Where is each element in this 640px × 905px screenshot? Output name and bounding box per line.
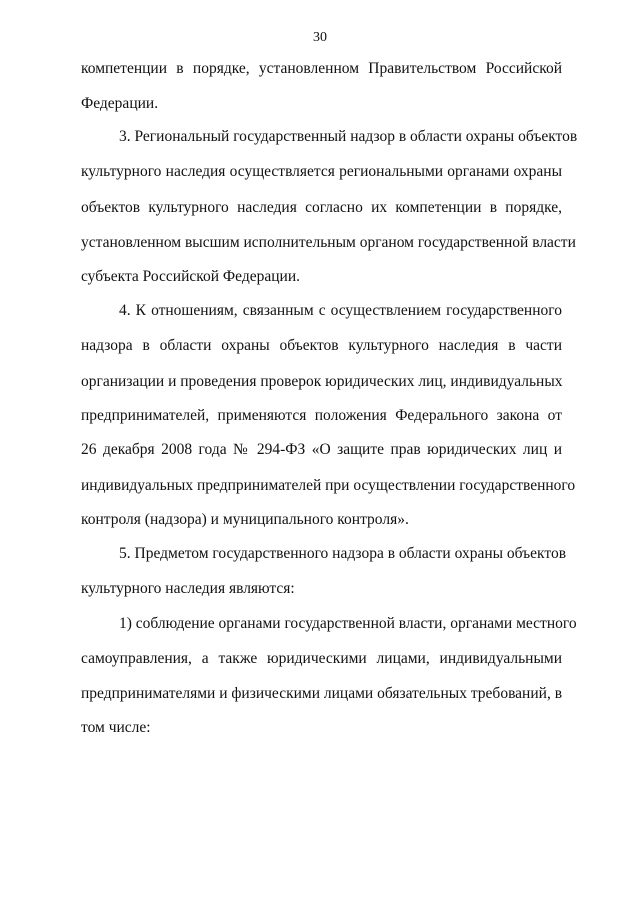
text-line: предпринимателей, применяются положения Федерального закона от bbox=[81, 407, 562, 424]
text-line: культурного наследия осуществляется региональными органами охраны bbox=[81, 163, 562, 180]
text-line: объектов культурного наследия согласно их компетенции в порядке, bbox=[81, 199, 562, 216]
text-line: компетенции в порядке, установленном Правительством Российской bbox=[81, 60, 562, 77]
page-number: 30 bbox=[313, 30, 327, 45]
text-line: индивидуальных предпринимателей при осуществлении государственного bbox=[81, 477, 576, 494]
text-line: том числе: bbox=[81, 719, 151, 736]
text-line: самоуправления, а также юридическими лицами, индивидуальными bbox=[81, 650, 562, 667]
text-line: контроля (надзора) и муниципального контроля». bbox=[81, 511, 409, 528]
text-line: 4. К отношениям, связанным с осуществлением государственного bbox=[119, 302, 562, 319]
text-line: установленном высшим исполнительным органом государственной власти bbox=[81, 234, 576, 251]
text-line: надзора в области охраны объектов культурного наследия в части bbox=[81, 337, 562, 354]
text-line: субъекта Российской Федерации. bbox=[81, 268, 300, 285]
text-line: 1) соблюдение органами государственной власти, органами местного bbox=[119, 615, 577, 632]
text-line: предпринимателями и физическими лицами обязательных требований, в bbox=[81, 685, 563, 702]
text-line: Федерации. bbox=[81, 95, 159, 112]
text-line: культурного наследия являются: bbox=[81, 580, 295, 597]
text-line: организации и проведения проверок юридических лиц, индивидуальных bbox=[81, 373, 563, 390]
text-line: 26 декабря 2008 года № 294-ФЗ «О защите прав юридических лиц и bbox=[81, 441, 562, 458]
text-line: 5. Предметом государственного надзора в области охраны объектов bbox=[119, 545, 567, 562]
text-line: 3. Региональный государственный надзор в области охраны объектов bbox=[119, 128, 578, 145]
